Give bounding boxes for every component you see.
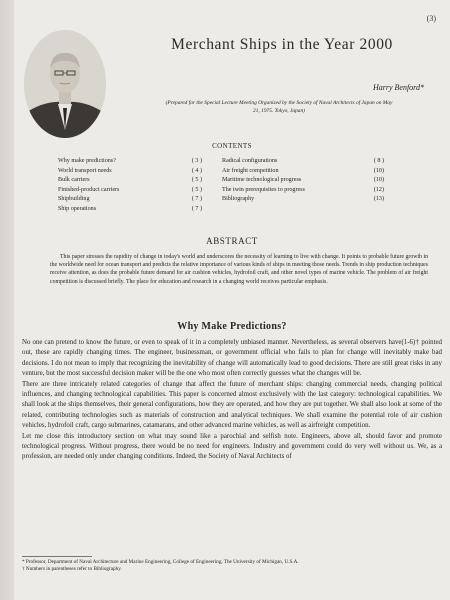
- contents-page: (10): [373, 167, 384, 174]
- paper-page: [14, 0, 450, 600]
- page-number: (3): [426, 14, 436, 23]
- contents-page: (12): [373, 186, 384, 193]
- contents-page: ( 7 ): [191, 205, 202, 212]
- contents-page: ( 5 ): [191, 177, 202, 183]
- contents-entry: [58, 157, 202, 167]
- contents-label: Radical configurations: [222, 158, 278, 164]
- portrait-illustration: [24, 30, 106, 138]
- contents-label: Bibliography: [222, 196, 255, 202]
- contents-page: ( 4 ): [191, 167, 202, 174]
- contents-entry: [222, 157, 384, 167]
- footnote: * Professor, Department of Naval Architecture and Marine Engineering, College of Engineering, The University of Michigan, U.S.A.: [22, 559, 299, 565]
- contents-label: Air freight competition: [222, 167, 279, 174]
- contents-page: ( 5 ): [191, 186, 202, 193]
- paper-title: Merchant Ships in the Year 2000: [171, 36, 393, 53]
- contents-left-column: [58, 157, 202, 214]
- contents-heading: CONTENTS: [212, 142, 252, 150]
- contents-entry: [222, 186, 384, 196]
- footnotes: [22, 559, 442, 573]
- prepared-note: (Prepared for the Special Lecture Meeting Organized by the Society of Naval Architects of Japan on May 21, 1975. Tokyo, Japan): [165, 100, 393, 114]
- abstract-text: This paper stresses the rapidity of change in today's world and underscores the necessity of learning to live with change. It points to probable future growth in the worldwide need for ocean transport and predicts the relative importance of various kinds of ships in meeting those needs. Trends in ship production techniques receive attention, as does the probable future demand for air cushion vehicles, hydrofoil craft, and other novel types of marine vehicle. The problem of air freight competition is discussed briefly. The place for education and research in a changing world receives particular emphasis.: [50, 254, 428, 285]
- body-text: [22, 338, 442, 463]
- contents-label: Shipbuilding: [58, 196, 90, 202]
- body-paragraph: Let me close this introductory section on what may sound like a parochial and selfish note. Engineers, above all, should favor and promote technological progress. Without progress, there would be no need for engineers. Industry and government could do very well without us. We, as a profession, are needed only under changing conditions. Indeed, the Society of Naval Architects of: [22, 432, 442, 461]
- contents-label: Finished-product carriers: [58, 186, 120, 193]
- contents-label: Ship operations: [58, 205, 97, 212]
- contents-entry: [222, 167, 384, 177]
- contents-entry: [58, 176, 202, 186]
- footnote: † Numbers in parentheses refer to Bibliography.: [22, 566, 122, 572]
- contents-label: Why make predictions?: [58, 158, 116, 164]
- author-name: Harry Benford*: [372, 83, 424, 92]
- body-paragraph: No one can pretend to know the future, or even to speak of it in a completely unbiased manner. Nevertheless, as several observers have(1-6)† pointed out, these are rapidly changing times. The engineer, businessman, or government official who fails to plan for change will inevitably make bad decisions. I do not mean to imply that recognizing the inevitability of change will automatically lead to good decisions. There are still great risks in any venture, but the most successful decision maker will be the one who most often correctly guesses what the changes will be.: [22, 339, 442, 378]
- contents-right-column: [222, 157, 384, 205]
- contents-label: Maritime technological progress: [222, 177, 302, 183]
- contents-label: World transport needs: [58, 167, 112, 174]
- author-portrait: [24, 30, 106, 138]
- contents-page: ( 8 ): [373, 158, 384, 164]
- contents-entry: [222, 176, 384, 186]
- contents-label: Bulk carriers: [58, 177, 90, 183]
- body-paragraph: There are three intricately related categories of change that affect the future of merchant ships: changing commercial needs, changing political influences, and changing technological capabilities. This paper is concerned almost exclusively with the last category: technological capabilities. We shall look at the ships themselves, their general configurations, how they are operated, and how they are put together. We shall also look at some of the related, contributing technologies such as materials of construction and analytical techniques. We shall examine the potential role of air cushion vehicles, hydrofoil craft, cargo submarines, catamarans, and other advanced marine vehicles, as well as airfreight competition.: [22, 380, 442, 430]
- contents-entry: [222, 195, 384, 205]
- contents-entry: [58, 167, 202, 177]
- contents-page: ( 3 ): [191, 158, 202, 164]
- contents-label: The twin prerequisites to progress: [222, 186, 305, 193]
- abstract-heading: ABSTRACT: [206, 236, 258, 246]
- contents-entry: [58, 186, 202, 196]
- contents-page: (13): [373, 196, 384, 202]
- contents-entry: [58, 205, 202, 215]
- contents-entry: [58, 195, 202, 205]
- contents-page: (10): [373, 177, 384, 183]
- footnote-rule: [22, 556, 92, 557]
- contents-page: ( 7 ): [191, 196, 202, 202]
- section-heading: Why Make Predictions?: [177, 321, 287, 332]
